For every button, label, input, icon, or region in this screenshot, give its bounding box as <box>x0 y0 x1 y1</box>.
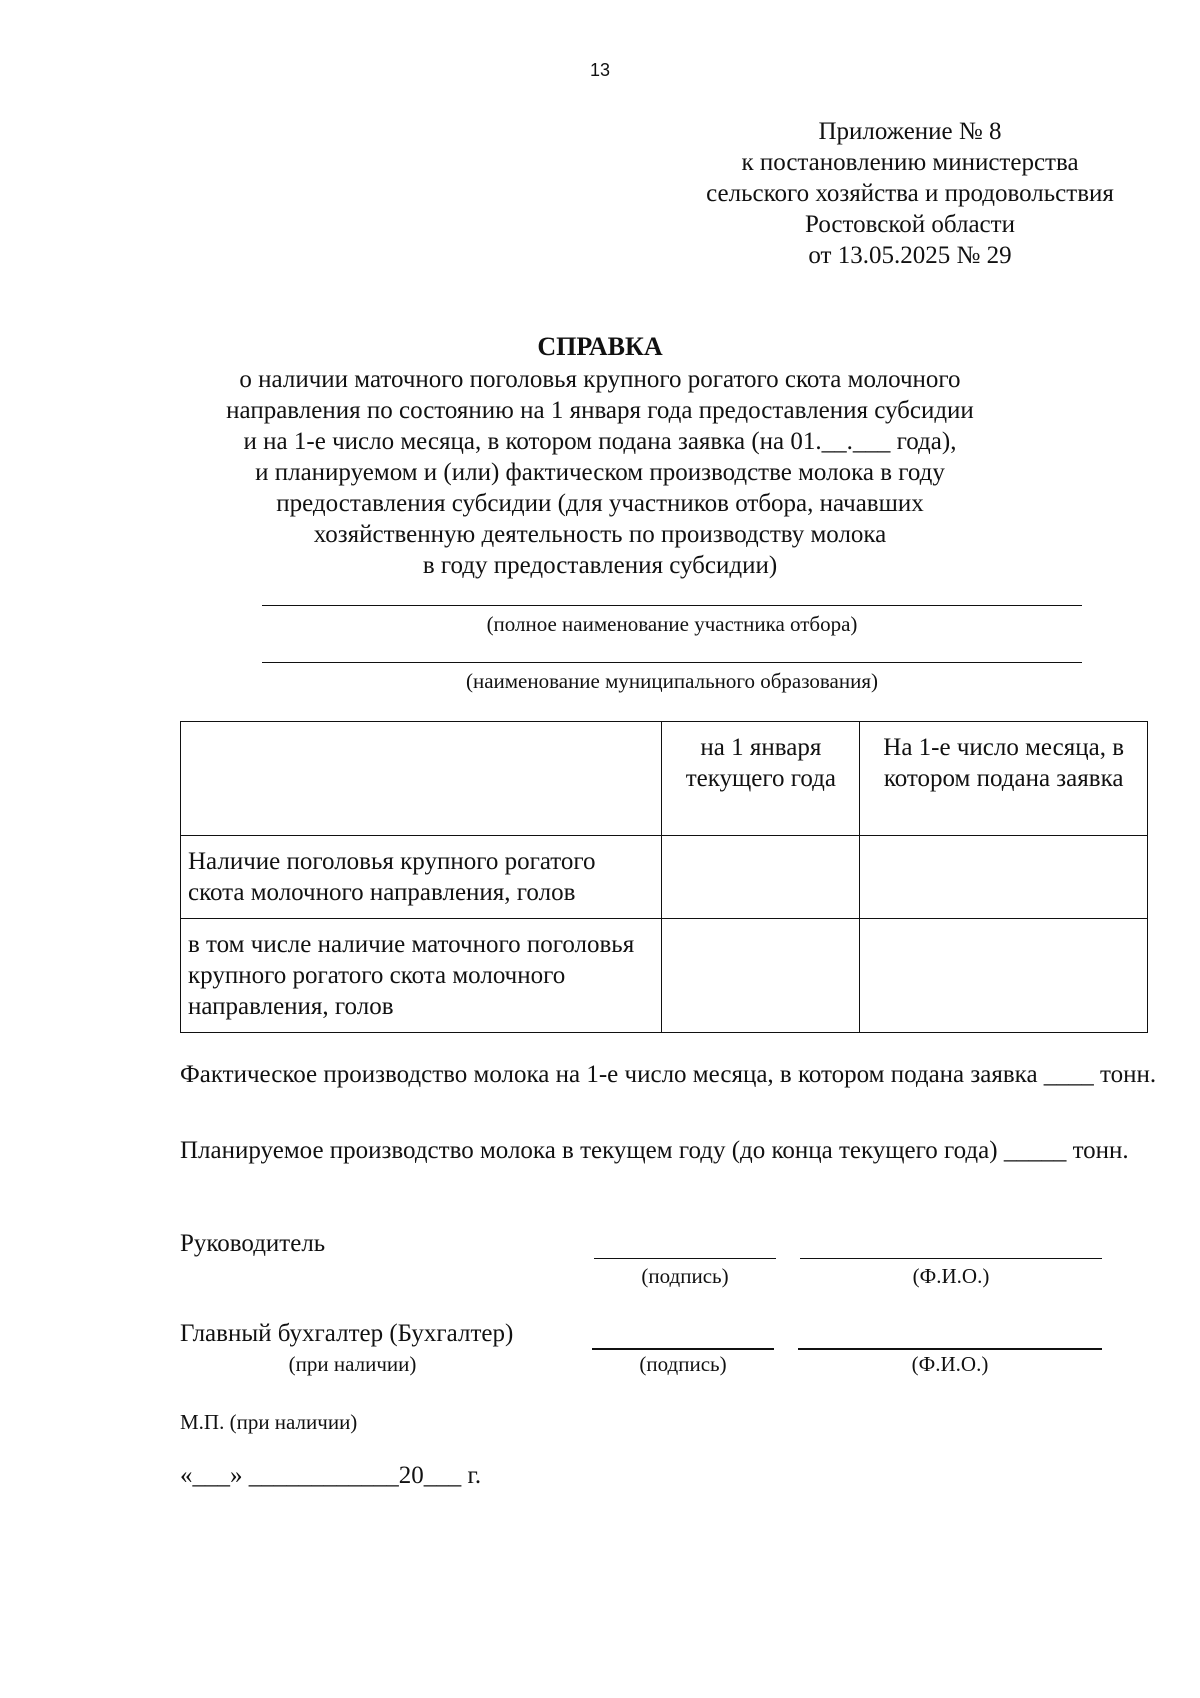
appendix-line: Приложение № 8 <box>818 118 1002 145</box>
table-header-cell: На 1-е число месяца, в котором подана заявка <box>860 722 1148 836</box>
table-row <box>181 836 1148 919</box>
planned-production-text: Планируемое производство молока в текущем году (до конца текущего года) <box>180 1137 998 1164</box>
appendix-line: сельского хозяйства и продовольствия <box>706 180 1114 207</box>
value-cell[interactable] <box>860 919 1148 1033</box>
actual-production-text: Фактическое производство молока на 1-е число месяца, в котором подана заявка <box>180 1061 1038 1088</box>
livestock-table <box>180 721 1148 1033</box>
appendix-header <box>640 116 1180 271</box>
date-year-prefix: 20 <box>398 1462 424 1489</box>
subtitle-line: о наличии маточного поголовья крупного рогатого скота молочного <box>239 366 961 393</box>
date-line <box>180 1462 481 1490</box>
subtitle-line: и на 1-е число месяца, в котором подана заявка (на 01.__.___ года), <box>243 428 957 455</box>
accountant-signature-caption: (подпись) <box>639 1352 727 1376</box>
participant-name-field[interactable] <box>262 605 1082 606</box>
accountant-label: Главный бухгалтер (Бухгалтер) <box>180 1320 514 1347</box>
value-cell[interactable] <box>860 836 1148 919</box>
table-header-row <box>181 722 1148 836</box>
subtitle-line: предоставления субсидии (для участников отбора, начавших <box>276 490 924 517</box>
document-subtitle <box>160 364 1040 581</box>
subtitle-line: хозяйственную деятельность по производству молока <box>313 521 887 548</box>
appendix-line: к постановлению министерства <box>741 149 1079 176</box>
document-title: СПРАВКА <box>537 332 663 361</box>
accountant-note: (при наличии) <box>288 1352 417 1376</box>
page-number: 13 <box>589 60 611 80</box>
actual-production-blank[interactable]: ____ <box>1043 1061 1094 1088</box>
municipality-name-field[interactable] <box>262 662 1082 663</box>
table-header-cell <box>181 722 662 836</box>
table-row <box>181 919 1148 1033</box>
accountant-signature-field[interactable] <box>592 1348 774 1350</box>
accountant-name-field[interactable] <box>798 1348 1102 1350</box>
date-suffix: г. <box>467 1462 482 1489</box>
planned-production-suffix: _ тонн. <box>1053 1137 1129 1164</box>
actual-production-paragraph <box>180 1059 1170 1090</box>
head-name-field[interactable] <box>800 1258 1102 1259</box>
head-signature-field[interactable] <box>594 1258 776 1259</box>
appendix-line: от 13.05.2025 № 29 <box>808 242 1012 269</box>
date-month-blank[interactable]: ____________ <box>248 1462 399 1489</box>
date-close-quote: » <box>230 1462 243 1489</box>
subtitle-line: и планируемом и (или) фактическом производстве молока в году <box>255 459 945 486</box>
date-day-blank[interactable]: ___ <box>192 1462 230 1489</box>
table-header-cell: на 1 января текущего года <box>662 722 860 836</box>
head-signature-caption: (подпись) <box>641 1264 729 1288</box>
date-year-blank[interactable]: ___ <box>423 1462 462 1489</box>
head-label: Руководитель <box>180 1230 326 1257</box>
date-open-quote: « <box>180 1462 193 1489</box>
accountant-name-caption: (Ф.И.О.) <box>911 1352 989 1376</box>
planned-production-paragraph <box>180 1135 1170 1166</box>
actual-production-unit: тонн. <box>1100 1061 1157 1088</box>
row-label-cell: в том числе наличие маточного поголовья крупного рогатого скота молочного направления, голов <box>181 919 662 1033</box>
value-cell[interactable] <box>662 836 860 919</box>
row-label-cell: Наличие поголовья крупного рогатого скота молочного направления, голов <box>181 836 662 919</box>
subtitle-line: в году предоставления субсидии) <box>422 552 778 579</box>
planned-production-blank[interactable]: ____ <box>1003 1137 1054 1164</box>
municipality-caption: (наименование муниципального образования) <box>465 669 879 693</box>
head-name-caption: (Ф.И.О.) <box>912 1264 990 1288</box>
appendix-line: Ростовской области <box>805 211 1015 238</box>
value-cell[interactable] <box>662 919 860 1033</box>
participant-caption: (полное наименование участника отбора) <box>486 612 858 636</box>
stamp-note: М.П. (при наличии) <box>180 1410 358 1434</box>
subtitle-line: направления по состоянию на 1 января года предоставления субсидии <box>226 397 974 424</box>
